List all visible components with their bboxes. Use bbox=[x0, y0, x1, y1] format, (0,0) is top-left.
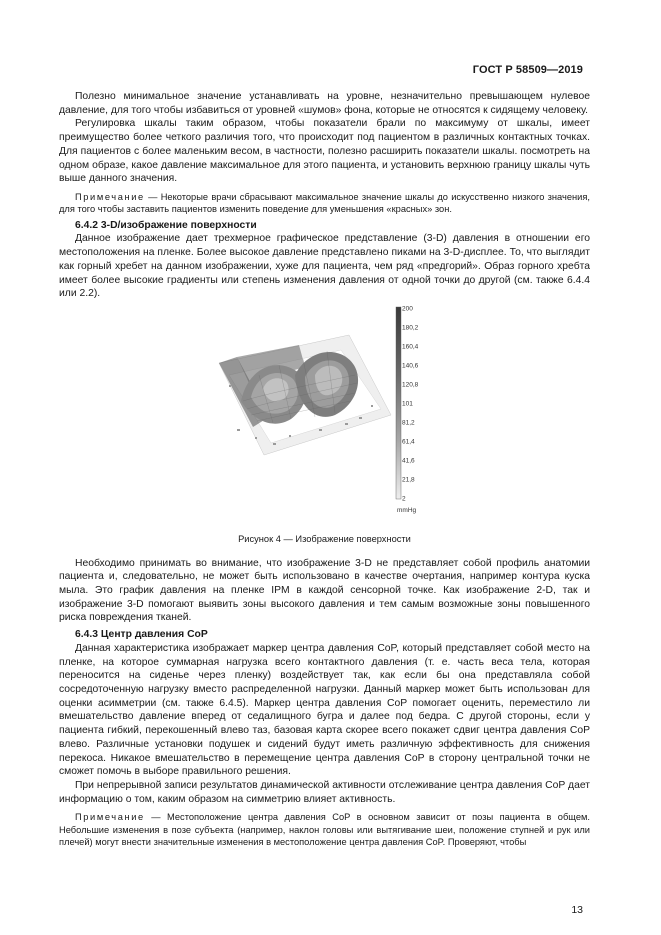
scale-label: 81,2 bbox=[402, 419, 415, 427]
figure-caption: Рисунок 4 — Изображение поверхности bbox=[238, 533, 411, 544]
scale-label: 61,4 bbox=[402, 438, 415, 446]
page-content bbox=[59, 90, 590, 849]
scale-label: 21,8 bbox=[402, 476, 415, 484]
paragraph: При непрерывной записи результатов динамической активности отслеживание центра давления CoP дает информацию о том, каким образом на симметрию влияет активность. bbox=[59, 779, 590, 805]
surface-figure bbox=[59, 305, 590, 527]
paragraph: Полезно минимальное значение устанавливать на уровне, незначительно превышающем нулевое давление, для того чтобы избавиться от уровней «шумов» фона, которые не относятся к сидящему человеку. bbox=[59, 91, 590, 116]
section-heading: 6.4.3 Центр давления CoP bbox=[75, 629, 208, 641]
scale-label: 2 bbox=[402, 495, 406, 503]
paragraph: Необходимо принимать во внимание, что изображение 3-D не представляет собой профиль анатомии пациента и, следовательно, не может быть использовано в качестве очертания, например контура куска мыла. Это график давления на пленке IPM в каждой сенсорной точке. Как изображение 2-D, так и изображение 3-D помогают выявить зоны высокого давления и тем самым возможные зоны повышенного риска повреждения тканей. bbox=[59, 557, 590, 624]
note-text: — Некоторые врачи сбрасывают максимальное значение шкалы до искусственно низкого значения, для того чтобы заставить пациентов изменить поведение для уменьшения «красных» зон. bbox=[59, 191, 590, 215]
note-label: Примечание bbox=[75, 191, 145, 202]
section-heading: 6.4.2 3-D/изображение поверхности bbox=[75, 219, 257, 231]
note bbox=[59, 191, 590, 216]
scale-label: 180,2 bbox=[402, 324, 419, 332]
note-text: — Местоположение центра давления CoP в основном зависит от позы пациента в общем. Небольшие изменения в позе субъекта (например, наклон головы или вытягивание шеи, положение ступней и рук или плечей) могут внести значительные изменения в местоположение центра давления CoP. Проверяют, чтобы bbox=[59, 812, 590, 848]
scale-label: 140,6 bbox=[402, 362, 419, 370]
paragraph: Регулировка шкалы таким образом, чтобы показатели брали по максимуму от шкалы, имеет преимущество более четкого различия того, что происходит под пациентом в различных контактных точках. Для пациентов с более маленьким весом, в частности, полезно расширить показатели шкалы. посмотреть на одном образе, какое давление максимальное для этого пациента, и установить верхнюю границу шкалы чуть выше данного значения. bbox=[59, 118, 590, 185]
scale-label: 160,4 bbox=[402, 343, 419, 351]
standard-number: ГОСТ Р 58509—2019 bbox=[472, 64, 583, 76]
paragraph: Данная характеристика изображает маркер центра давления CoP, который представляет собой место на пленке, на которое суммарная нагрузка всего контактного давления (т. е. часть веса тела, которая переносится на сиденье через пленку) воздействует так, как если бы она представляла собой сосредоточенную нагрузку вместо распределенной нагрузки. Данный маркер может быть использован для оценки асимметрии (см. также 6.4.5). Маркер центра давления CoP помогает оценить, переместило ли вмешательство давление вперед от седалищного бугра и далее под бедра. С другой стороны, если у пациента гибкий, перекошенный влево таз, базовая карта скорее всего покажет сдвиг центра давления CoP влево. Различные установки подушек и сидений будут иметь различную эффективность для снижения перекоса. Никакое вмешательство в перемещение центра давления CoP в сторону центральной точки не сможет помочь в выборе правильного решения. bbox=[59, 642, 590, 778]
surface-plot bbox=[219, 335, 391, 455]
paragraph: Данное изображение дает трехмерное графическое представление (3-D) давления в отношении его местоположения на пленке. Более высокое давление представлено пиками на 3-D-дисплее. То, что выглядит как горный хребет на данном изображении, хуже для пациента, чем ряд «предгорий». Образ горного хребта имеет более высокие градиенты или степень изменения давления от одной точки до другой (см. также 6.4.4 или 2.2). bbox=[59, 233, 590, 300]
page-number: 13 bbox=[571, 904, 583, 916]
scale-label: 101 bbox=[402, 400, 413, 408]
pressure-scale bbox=[396, 305, 419, 514]
scale-label: 120,8 bbox=[402, 381, 419, 389]
note bbox=[59, 811, 590, 848]
scale-label: 200 bbox=[402, 305, 413, 313]
scale-label: 41,6 bbox=[402, 457, 415, 465]
scale-unit: mmHg bbox=[397, 506, 417, 514]
note-label: Примечание bbox=[75, 812, 145, 823]
